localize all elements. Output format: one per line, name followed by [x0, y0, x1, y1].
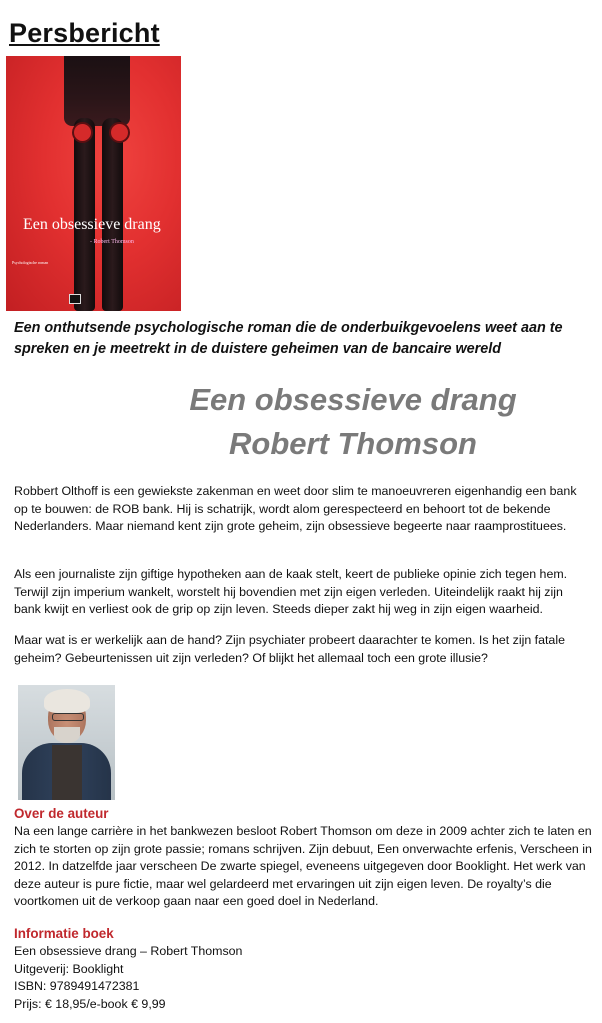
- book-info-title: Een obsessieve drang – Robert Thomson: [14, 944, 243, 958]
- author-photo: [18, 685, 115, 800]
- page-title: Persbericht: [9, 18, 160, 48]
- cover-skirt-shape: [64, 56, 130, 126]
- cover-title: Een obsessieve drang: [23, 216, 161, 233]
- cover-leg-right: [102, 118, 123, 311]
- book-author: Robert Thomson: [229, 426, 477, 461]
- cover-garter-right: [109, 122, 130, 143]
- about-author-heading: Over de auteur: [14, 806, 109, 821]
- synopsis-paragraph-1: Robbert Olthoff is een gewiekste zakenman en weet door slim te manoeuvreren eigenhandig een bank op te bouwen: de ROB bank. Hij is schatrijk, wordt alom gerespecteerd en behoort tot de bekende Nederlanders. Maar niemand kent zijn grote geheim, zijn obsessieve begeerte naar raamprostituees.: [14, 484, 577, 533]
- author-sweater: [52, 745, 82, 800]
- author-hair: [44, 689, 90, 713]
- book-title: Een obsessieve drang: [189, 382, 517, 417]
- publisher-logo-icon: [69, 294, 81, 304]
- author-glasses: [52, 713, 84, 721]
- synopsis-paragraph-3: Maar wat is er werkelijk aan de hand? Zijn psychiater probeert daarachter te komen. Is het zijn fatale geheim? Gebeurtenissen uit zijn verleden? Of blijkt het allemaal toch een grote illusie?: [14, 633, 565, 665]
- book-cover-image: [6, 56, 181, 311]
- tagline: Een onthutsende psychologische roman die de onderbuikgevoelens weet aan te spreken en je meetrekt in de duistere geheimen van de bancaire wereld: [14, 320, 563, 357]
- about-author-text: Na een lange carrière in het bankwezen besloot Robert Thomson om deze in 2009 achter zich te laten en zich te storten op zijn grote passie; romans schrijven. Zijn debuut, Een onverwachte erfenis, Verscheen in 2012. In datzelfde jaar verscheen De zwarte spiegel, eveneens uitgegeven door Booklight. Het werk van deze auteur is pure fictie, maar wel gelardeerd met ervaringen uit zijn eigen leven. De royalty’s die voortkomen uit de verkoop gaan naar een goed doel in Nederland.: [14, 824, 592, 908]
- book-info-price: Prijs: € 18,95/e-book € 9,99: [14, 996, 166, 1011]
- book-info-publisher: Uitgeverij: Booklight: [14, 961, 124, 976]
- cover-author: - Robert Thomson: [90, 239, 134, 245]
- book-info-isbn: ISBN: 9789491472381: [14, 979, 140, 993]
- cover-leg-left: [74, 118, 95, 311]
- cover-garter-left: [72, 122, 93, 143]
- synopsis-paragraph-2: Als een journaliste zijn giftige hypotheken aan de kaak stelt, keert de publieke opinie zich tegen hem. Terwijl zijn imperium wankelt, worstelt hij bovendien met zijn eigen verleden. Uiteindelijk raakt hij zijn bank kwijt en verliest ook de grip op zijn leven. Steeds dieper zakt hij weg in zijn eigen waarheid.: [14, 567, 568, 616]
- book-info-list: [14, 943, 242, 1013]
- cover-genre: Psychologische roman: [12, 260, 49, 265]
- author-beard: [54, 727, 80, 743]
- book-info-heading: Informatie boek: [14, 926, 114, 941]
